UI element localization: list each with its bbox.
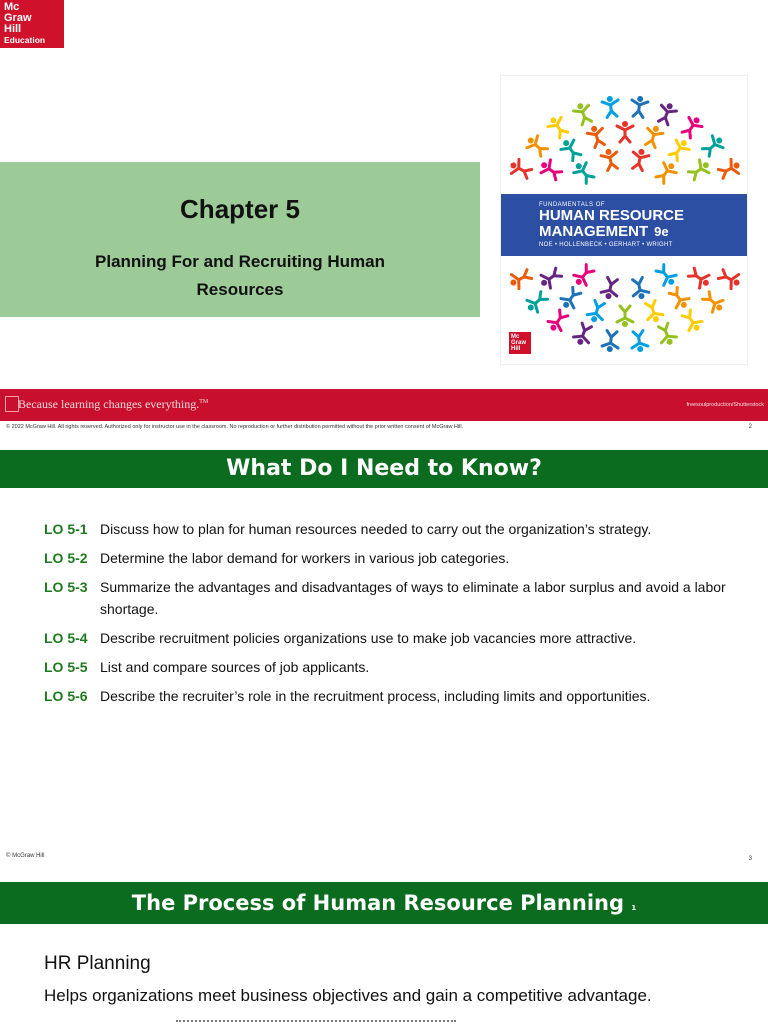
learning-objectives-list [44, 518, 744, 714]
cover-figure [600, 277, 620, 301]
cover-figure [630, 277, 650, 301]
cover-publisher-logo [509, 332, 531, 354]
cover-figure [656, 101, 678, 126]
slide-2-title: What Do I Need to Know? [0, 450, 768, 488]
cover-figure [667, 136, 692, 162]
tagline-text: Because learning changes everything. [18, 397, 200, 411]
cover-figure [602, 95, 620, 118]
cover-figure [656, 322, 678, 347]
brand-tagline [18, 397, 208, 412]
cover-figure [643, 124, 665, 149]
objective-text: List and compare sources of job applicants. [100, 659, 370, 675]
cover-figure [617, 306, 633, 327]
cover-figure [523, 132, 549, 158]
cover-figure [537, 266, 563, 291]
cover-logo-line-2: Graw [511, 340, 527, 346]
cover-figure [558, 286, 583, 312]
objective-number: LO 5-3 [44, 579, 88, 595]
brand-footer-bar [0, 389, 768, 421]
cover-figure [545, 113, 570, 139]
list-item [44, 627, 744, 649]
hr-planning-heading: HR Planning [44, 953, 151, 974]
tagline-trademark: TM [199, 399, 209, 405]
cover-figure [586, 300, 608, 325]
objective-number: LO 5-5 [44, 659, 88, 675]
objective-text: Discuss how to plan for human resources needed to carry out the organization’s strategy. [100, 521, 652, 537]
slide-3-title [0, 882, 768, 924]
cover-title-word: MANAGEMENT [539, 223, 649, 240]
cover-figure [602, 330, 620, 353]
cover-figure [630, 330, 648, 353]
cover-edition: 9e [654, 224, 669, 239]
list-item [44, 576, 744, 620]
cover-figure [545, 308, 570, 334]
slide-2-footer: © McGraw Hill [6, 853, 45, 859]
cover-figure [643, 300, 665, 325]
logo-line-1: Mc [4, 1, 20, 13]
cover-figure [654, 159, 680, 185]
cover-figure [571, 159, 597, 185]
cover-figure [687, 266, 713, 291]
cover-title-band [501, 194, 748, 256]
copyright-notice: © 2022 McGraw Hill. All rights reserved. Authorized only for instructor use in the classroom. No reproduction or further distribution permitted without the prior written consent of McGraw Hill. [6, 424, 464, 430]
objective-number: LO 5-1 [44, 521, 88, 537]
mcgraw-hill-logo [0, 0, 64, 48]
cover-figure [654, 263, 680, 289]
cover-figure [667, 286, 692, 312]
page-number-slide-2: 3 [748, 856, 752, 862]
list-item [44, 685, 744, 707]
objective-text: Determine the labor demand for workers in various job categories. [100, 550, 510, 566]
cover-small-title: FUNDAMENTALS OF [539, 202, 606, 208]
cover-figure [507, 157, 533, 181]
page-number-slide-1: 2 [748, 424, 752, 430]
cover-title-line-1: HUMAN RESOURCE [539, 207, 685, 224]
slide-3-title-text: The Process of Human Resource Planning [131, 891, 625, 915]
cover-figure [572, 322, 594, 347]
list-item [44, 656, 744, 678]
objective-text: Describe the recruiter’s role in the recruitment process, including limits and opportunities. [100, 688, 651, 704]
cover-figure [687, 157, 713, 182]
cover-figure [630, 95, 648, 118]
cover-figure [571, 263, 597, 289]
objective-number: LO 5-4 [44, 630, 88, 646]
cut-off-text-line [176, 1016, 456, 1024]
cover-figure [630, 147, 650, 171]
book-cover-image [500, 75, 748, 365]
cover-figure [701, 290, 727, 316]
cover-figure [558, 136, 583, 162]
hr-planning-description: Helps organizations meet business objectives and gain a competitive advantage. [44, 986, 652, 1005]
cover-figure [717, 157, 743, 181]
cover-authors: NOE • HOLLENBECK • GERHART • WRIGHT [539, 242, 673, 248]
cover-figure [701, 132, 727, 158]
logo-line-4: Education [4, 35, 46, 45]
slide-3-title-subscript: 1 [631, 904, 637, 912]
photo-credit: freesoulproduction/Shutterstock [686, 402, 764, 408]
cover-figure [680, 308, 705, 334]
cover-figure [586, 124, 608, 149]
cover-figure [572, 101, 594, 126]
cover-figure [523, 290, 549, 316]
objective-text: Summarize the advantages and disadvantages of ways to eliminate a labor surplus and avoid a labor shortage. [100, 579, 726, 617]
cover-figure [717, 267, 743, 291]
chapter-subtitle: Planning For and Recruiting Human Resources [95, 252, 385, 299]
tagline-bracket-icon [5, 396, 19, 412]
cover-figure [507, 267, 533, 291]
logo-line-2: Graw [4, 12, 32, 24]
chapter-title-box [0, 162, 480, 317]
cover-logo-line-3: Hill [511, 346, 521, 352]
objective-number: LO 5-2 [44, 550, 88, 566]
cover-figure [680, 113, 705, 139]
objective-number: LO 5-6 [44, 688, 88, 704]
cover-figure [600, 147, 620, 171]
list-item [44, 547, 744, 569]
cover-figure [537, 157, 563, 182]
chapter-title: Chapter 5 [180, 194, 300, 224]
cover-title-line-2 [539, 224, 748, 240]
cover-figure [617, 121, 633, 142]
list-item [44, 518, 744, 540]
objective-text: Describe recruitment policies organizations use to make job vacancies more attractive. [100, 630, 637, 646]
cover-logo-line-1: Mc [511, 334, 520, 340]
logo-line-3: Hill [4, 23, 22, 35]
